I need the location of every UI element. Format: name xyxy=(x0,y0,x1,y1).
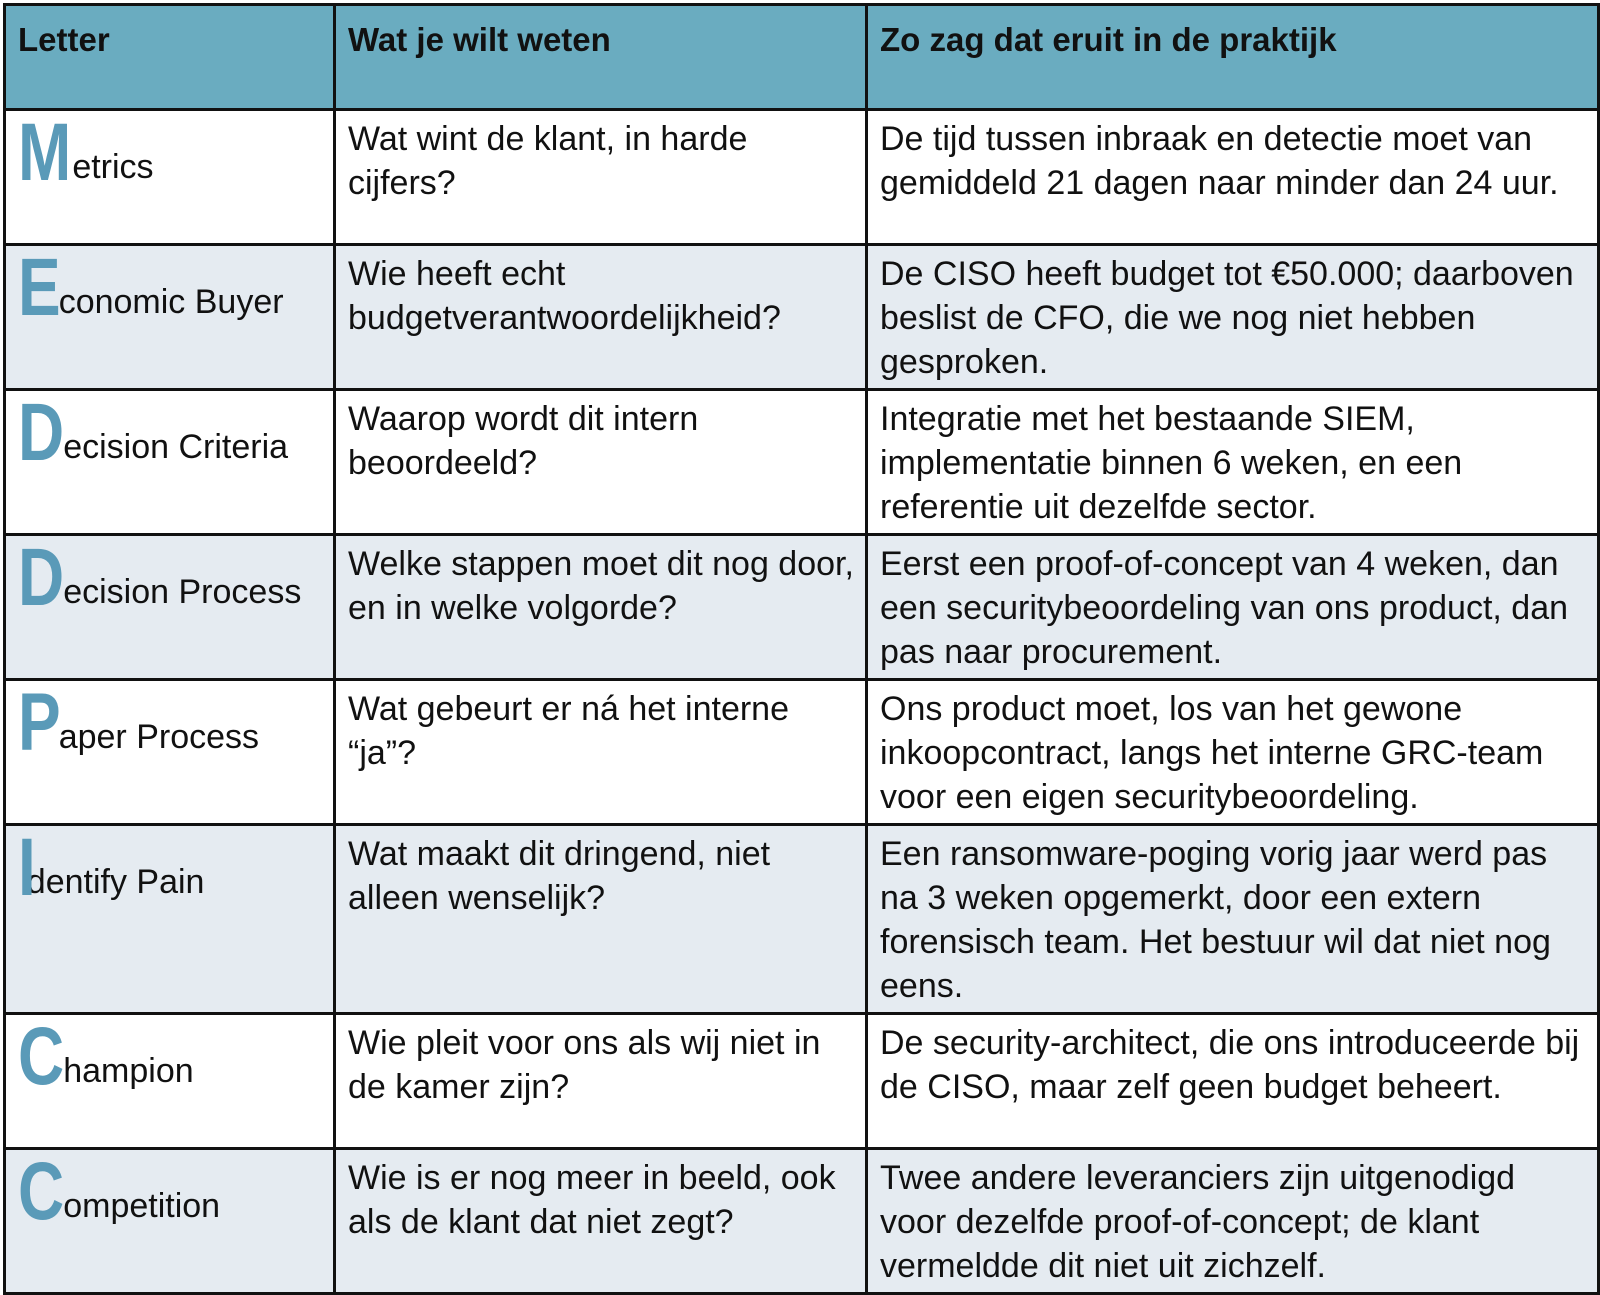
letter-cell xyxy=(5,110,335,245)
table-row-economic-buyer xyxy=(5,245,1599,390)
practice-cell: Eerst een proof-of-concept van 4 weken, dan een securitybeoordeling van ons product, dan pas naar procurement. xyxy=(867,535,1599,680)
question-cell: Wie heeft echt budgetverantwoordelijkheid? xyxy=(335,245,867,390)
term-initial: C xyxy=(18,1013,65,1102)
practice-cell: Ons product moet, los van het gewone inkoopcontract, langs het interne GRC-team voor een eigen securitybeoordeling. xyxy=(867,680,1599,825)
question-cell: Wat maakt dit dringend, niet alleen wenselijk? xyxy=(335,825,867,1014)
practice-cell: Twee andere leveranciers zijn uitgenodigd voor dezelfde proof-of-concept; de klant vermeldde dit niet uit zichzelf. xyxy=(867,1149,1599,1294)
term-initial: M xyxy=(18,109,72,198)
header-practice: Zo zag dat eruit in de praktijk xyxy=(867,5,1599,110)
table-row-paper-process xyxy=(5,680,1599,825)
term xyxy=(18,109,323,198)
letter-cell xyxy=(5,825,335,1014)
question-cell: Wie pleit voor ons als wij niet in de kamer zijn? xyxy=(335,1014,867,1149)
letter-cell xyxy=(5,390,335,535)
term-initial: P xyxy=(18,679,61,768)
table-row-metrics xyxy=(5,110,1599,245)
practice-cell: De tijd tussen inbraak en detectie moet van gemiddeld 21 dagen naar minder dan 24 uur. xyxy=(867,110,1599,245)
letter-cell xyxy=(5,1149,335,1294)
letter-cell xyxy=(5,680,335,825)
letter-cell xyxy=(5,1014,335,1149)
practice-cell: De security-architect, die ons introduceerde bij de CISO, maar zelf geen budget beheert. xyxy=(867,1014,1599,1149)
term-rest: hampion xyxy=(63,1052,194,1090)
term xyxy=(18,1148,323,1237)
header-letter: Letter xyxy=(5,5,335,110)
term xyxy=(18,824,323,913)
table-row-decision-process xyxy=(5,535,1599,680)
question-cell: Wat gebeurt er ná het interne “ja”? xyxy=(335,680,867,825)
practice-cell: De CISO heeft budget tot €50.000; daarboven beslist de CFO, die we nog niet hebben gesproken. xyxy=(867,245,1599,390)
table-row-champion xyxy=(5,1014,1599,1149)
letter-cell xyxy=(5,535,335,680)
question-cell: Welke stappen moet dit nog door, en in welke volgorde? xyxy=(335,535,867,680)
term-initial: D xyxy=(18,389,65,478)
term-rest: ecision Process xyxy=(63,573,302,611)
question-cell: Waarop wordt dit intern beoordeeld? xyxy=(335,390,867,535)
letter-cell xyxy=(5,245,335,390)
term xyxy=(18,679,323,768)
term-rest: aper Process xyxy=(58,718,260,756)
header-question: Wat je wilt weten xyxy=(335,5,867,110)
term-rest: ecision Criteria xyxy=(63,428,289,466)
term xyxy=(18,244,323,333)
table-row-identify-pain xyxy=(5,825,1599,1014)
practice-cell: Integratie met het bestaande SIEM, implementatie binnen 6 weken, en een referentie uit dezelfde sector. xyxy=(867,390,1599,535)
practice-cell: Een ransomware-poging vorig jaar werd pas na 3 weken opgemerkt, door een extern forensisch team. Het bestuur wil dat niet nog eens. xyxy=(867,825,1599,1014)
question-cell: Wie is er nog meer in beeld, ook als de klant dat niet zegt? xyxy=(335,1149,867,1294)
table-row-decision-criteria xyxy=(5,390,1599,535)
term-initial: D xyxy=(18,534,65,623)
term xyxy=(18,1013,323,1102)
term xyxy=(18,534,323,623)
term-initial: I xyxy=(18,824,36,913)
question-cell: Wat wint de klant, in harde cijfers? xyxy=(335,110,867,245)
term-rest: etrics xyxy=(72,148,154,186)
term-rest: ompetition xyxy=(63,1187,221,1225)
term-rest: dentify Pain xyxy=(26,863,205,901)
term-initial: E xyxy=(18,244,61,333)
term-initial: C xyxy=(18,1148,65,1237)
term-rest: conomic Buyer xyxy=(58,283,284,321)
table-row-competition xyxy=(5,1149,1599,1294)
header-row xyxy=(5,5,1599,110)
term xyxy=(18,389,323,478)
medpicc-table xyxy=(3,3,1600,1295)
